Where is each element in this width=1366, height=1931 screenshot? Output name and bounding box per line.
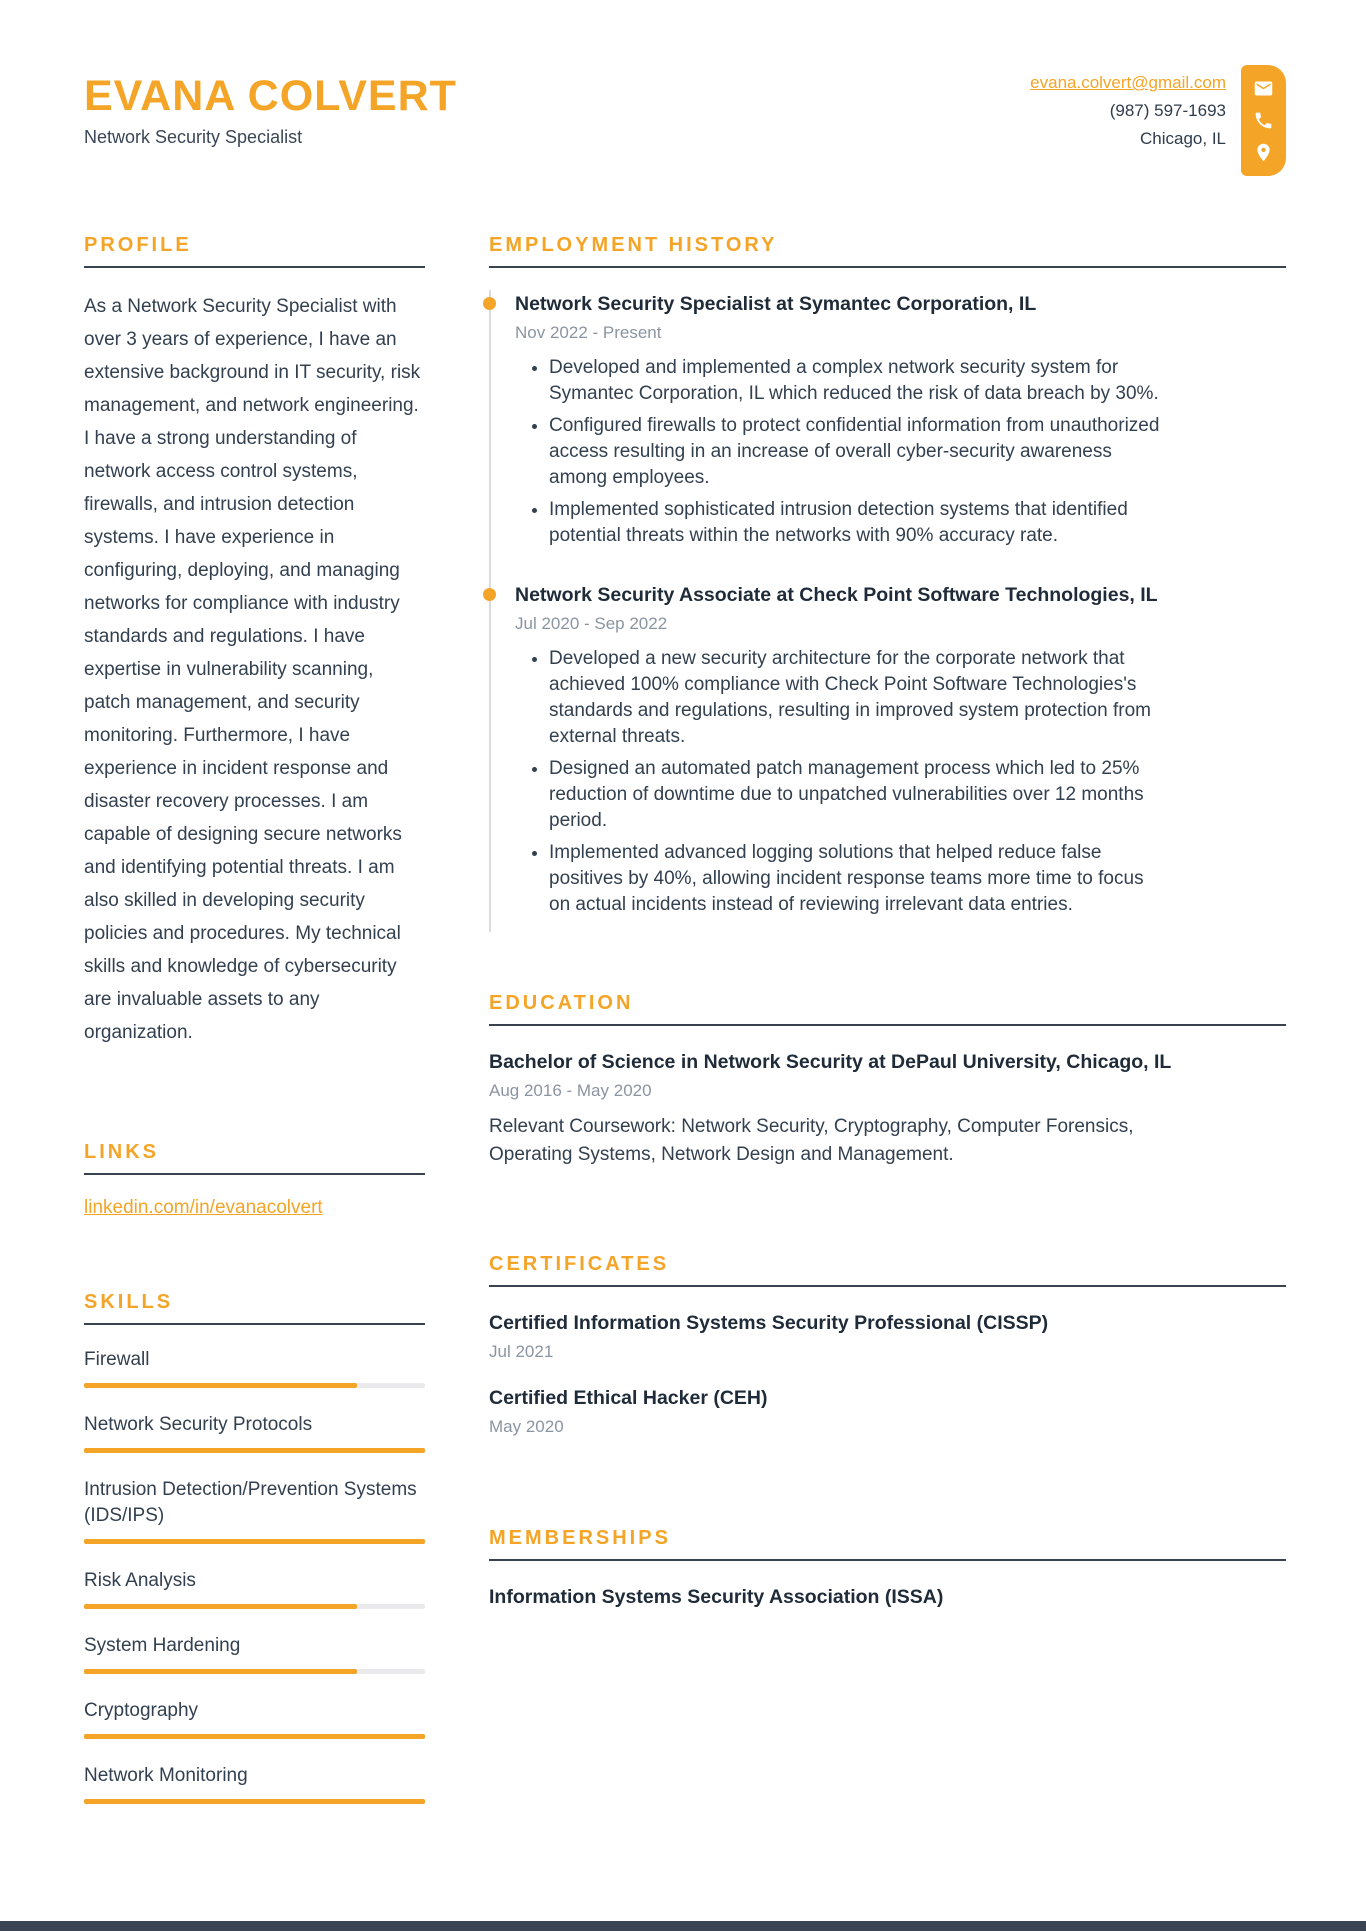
- skill-name: System Hardening: [84, 1635, 241, 1656]
- right-column: [489, 234, 1286, 1828]
- list-item: [84, 1197, 425, 1219]
- education-dates: Aug 2016 - May 2020: [489, 1081, 652, 1100]
- job-bullet: • Implemented advanced logging solutions that helped reduce false positives by 40%, allowing incident response teams more time to focus on actual incidents instead of reviewing irrelevant data entries.: [549, 840, 1165, 918]
- job-entry: [515, 581, 1286, 932]
- employment-heading: EMPLOYMENT HISTORY: [489, 234, 1286, 268]
- left-column: [84, 234, 425, 1828]
- certificate-entry: [489, 1384, 1286, 1439]
- skill-bar-track: [84, 1734, 425, 1739]
- timeline-dot-icon: [483, 588, 496, 601]
- contact-block: [1030, 56, 1286, 176]
- job-bullet: • Designed an automated patch management process which led to 25% reduction of downtime due to unpatched vulnerabilities over 12 months period.: [549, 756, 1165, 834]
- page-bottom-edge: [0, 1921, 1366, 1931]
- skill-bar-track: [84, 1448, 425, 1453]
- profile-text: As a Network Security Specialist with over 3 years of experience, I have an extensive background in IT security, risk management, and network engineering. I have a strong understanding of network access control systems, firewalls, and intrusion detection systems. I have experience in configuring, deploying, and managing networks for compliance with industry standards and regulations. I have expertise in vulnerability scanning, patch management, and security monitoring. Furthermore, I have experience in incident response and disaster recovery processes. I am capable of designing secure networks and identifying potential threats. I am also skilled in developing security policies and procedures. My technical skills and knowledge of cybersecurity are invaluable assets to any organization.: [84, 296, 421, 1043]
- section-education: [489, 992, 1286, 1169]
- email-link[interactable]: evana.colvert@gmail.com: [1030, 73, 1226, 92]
- skill-name: Firewall: [84, 1349, 150, 1370]
- timeline-dot-icon: [483, 297, 496, 310]
- certificates-heading: CERTIFICATES: [489, 1253, 1286, 1287]
- certificate-dates: Jul 2021: [489, 1342, 554, 1361]
- section-profile: [84, 234, 425, 1049]
- job-bullet: • Developed and implemented a complex network security system for Symantec Corporation, IL which reduced the risk of data breach by 30%.: [549, 355, 1165, 407]
- certificate-title: Certified Ethical Hacker (CEH): [489, 1387, 768, 1409]
- skill-item: [84, 1477, 425, 1544]
- certificate-dates: May 2020: [489, 1417, 564, 1436]
- skill-bar-track: [84, 1669, 425, 1674]
- skill-name: Intrusion Detection/Prevention Systems (IDS/IPS): [84, 1479, 417, 1526]
- skill-item: [84, 1568, 425, 1609]
- skill-bar-fill: [84, 1383, 357, 1388]
- section-employment: [489, 234, 1286, 932]
- skill-item: [84, 1412, 425, 1453]
- skill-item: [84, 1763, 425, 1804]
- job-bullets: [515, 355, 1165, 549]
- phone-icon: [1253, 110, 1274, 131]
- columns: [84, 234, 1286, 1828]
- employment-timeline: [489, 290, 1286, 932]
- job-dates: Jul 2020 - Sep 2022: [515, 614, 668, 633]
- skills-heading: SKILLS: [84, 1291, 425, 1325]
- phone-number: (987) 597-1693: [1109, 101, 1226, 120]
- candidate-job-title: Network Security Specialist: [84, 127, 303, 148]
- section-memberships: [489, 1527, 1286, 1611]
- job-title: Network Security Associate at Check Point Software Technologies, IL: [515, 584, 1158, 606]
- mail-icon: [1253, 78, 1274, 99]
- skill-name: Network Security Protocols: [84, 1414, 313, 1435]
- membership-title: Information Systems Security Association (ISSA): [489, 1586, 944, 1608]
- profile-heading: PROFILE: [84, 234, 425, 268]
- degree-title: Bachelor of Science in Network Security at DePaul University, Chicago, IL: [489, 1051, 1172, 1073]
- skill-bar-fill: [84, 1448, 425, 1453]
- location-pin-icon: [1253, 142, 1274, 163]
- skill-name: Cryptography: [84, 1700, 199, 1721]
- skill-item: [84, 1633, 425, 1674]
- certificate-entry: [489, 1309, 1286, 1364]
- header: [84, 56, 1286, 176]
- certificate-title: Certified Information Systems Security Professional (CISSP): [489, 1312, 1049, 1334]
- skill-bar-fill: [84, 1669, 357, 1674]
- contact-icon-bar: [1241, 65, 1286, 176]
- skill-bar-fill: [84, 1734, 425, 1739]
- skill-item: [84, 1347, 425, 1388]
- job-bullet: • Developed a new security architecture for the corporate network that achieved 100% compliance with Check Point Software Technologies's standards and regulations, resulting in improved system protection from external threats.: [549, 646, 1165, 750]
- education-heading: EDUCATION: [489, 992, 1286, 1026]
- education-entry: [489, 1048, 1286, 1169]
- contact-lines: [1030, 56, 1226, 153]
- skill-bar-track: [84, 1604, 425, 1609]
- skill-bar-track: [84, 1799, 425, 1804]
- skill-bar-fill: [84, 1604, 357, 1609]
- skill-bar-track: [84, 1539, 425, 1544]
- linkedin-link[interactable]: linkedin.com/in/evanacolvert: [84, 1197, 323, 1218]
- job-entry: [515, 290, 1286, 581]
- section-certificates: [489, 1253, 1286, 1439]
- education-description: Relevant Coursework: Network Security, Cryptography, Computer Forensics, Operating Systems, Network Design and Management.: [489, 1116, 1134, 1165]
- skill-name: Network Monitoring: [84, 1765, 248, 1786]
- skill-item: [84, 1698, 425, 1739]
- section-links: [84, 1141, 425, 1219]
- job-dates: Nov 2022 - Present: [515, 323, 662, 342]
- section-skills: [84, 1291, 425, 1804]
- job-bullets: [515, 646, 1165, 918]
- location-text: Chicago, IL: [1140, 129, 1226, 148]
- skill-name: Risk Analysis: [84, 1570, 196, 1591]
- job-bullet: • Configured firewalls to protect confidential information from unauthorized access resulting in an increase of overall cyber-security awareness among employees.: [549, 413, 1165, 491]
- job-bullet: • Implemented sophisticated intrusion detection systems that identified potential threats within the networks with 90% accuracy rate.: [549, 497, 1165, 549]
- skill-bar-fill: [84, 1799, 425, 1804]
- memberships-heading: MEMBERSHIPS: [489, 1527, 1286, 1561]
- identity-block: [84, 56, 457, 148]
- skill-bar-fill: [84, 1539, 425, 1544]
- candidate-name: EVANA COLVERT: [84, 72, 457, 120]
- membership-entry: [489, 1583, 1286, 1611]
- links-heading: LINKS: [84, 1141, 425, 1175]
- skill-bar-track: [84, 1383, 425, 1388]
- job-title: Network Security Specialist at Symantec Corporation, IL: [515, 293, 1037, 315]
